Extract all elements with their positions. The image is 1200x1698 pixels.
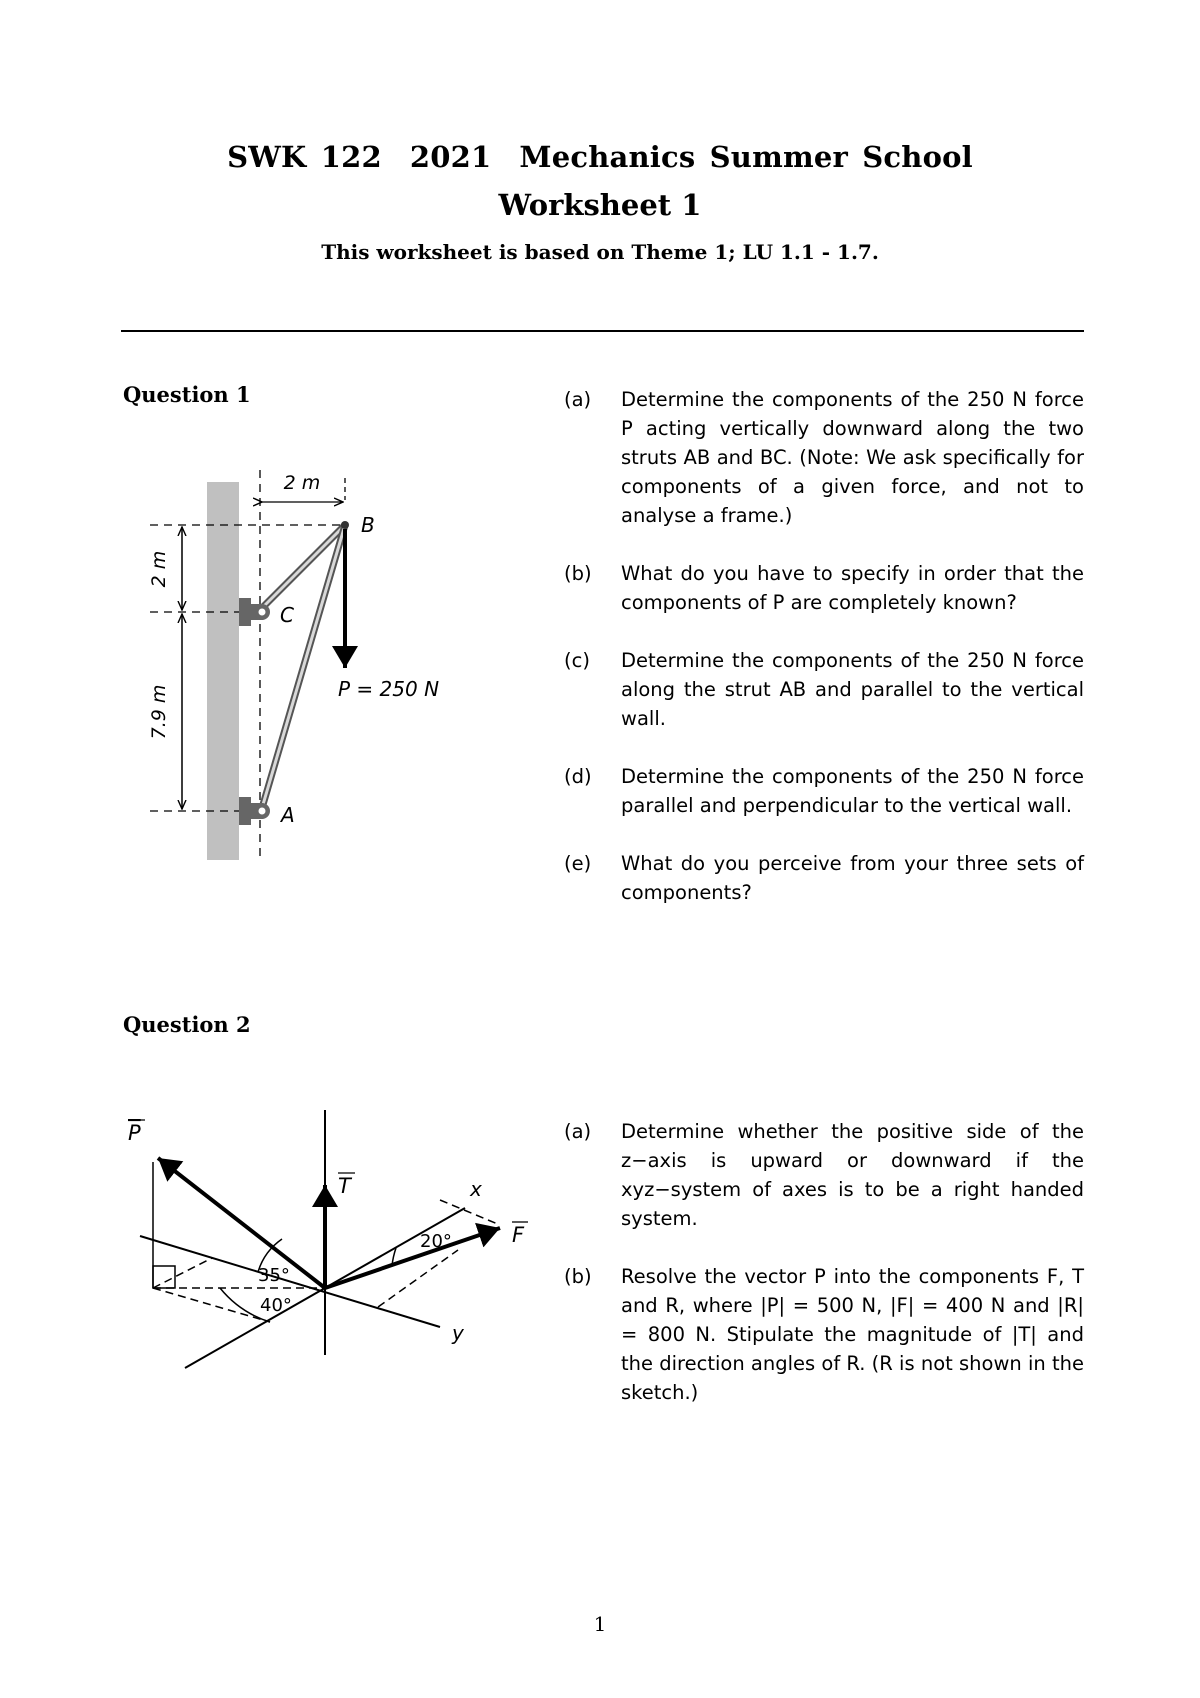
question2-part-a: [564, 1117, 1084, 1233]
vector-f-label: F: [512, 1223, 525, 1247]
point-c-label: C: [280, 603, 294, 627]
question1-heading: Question 1: [123, 382, 251, 407]
question1-part-b: [564, 559, 1084, 617]
course-name: Mechanics Summer School: [519, 140, 973, 174]
part-label: (a): [564, 1120, 592, 1143]
x-axis-label: x: [470, 1177, 482, 1201]
wall: [207, 482, 239, 860]
part-label: (a): [564, 388, 592, 411]
worksheet-basis: This worksheet is based on Theme 1; LU 1.1 - 1.7.: [321, 240, 879, 264]
dim-left-upper-label: 2 m: [148, 550, 170, 588]
angle-40-label: 40°: [260, 1295, 292, 1316]
angle-20-label: 20°: [420, 1231, 452, 1252]
dim-left-lower-label: 7.9 m: [148, 684, 170, 740]
part-label: (d): [564, 765, 592, 788]
course-year: 2021: [409, 140, 492, 174]
question1-diagram: [130, 460, 470, 870]
course-code: SWK 122: [227, 140, 382, 174]
part-label: (b): [564, 562, 592, 585]
part-text: Determine the components of the 250 N force P acting vertically downward along the two struts AB and BC. (Note: We ask specifically for components of a given force, and not to analyse a frame.): [621, 388, 1084, 527]
question1-part-e: [564, 849, 1084, 907]
vector-p-label: P: [128, 1121, 141, 1145]
vector-t-label: T: [338, 1174, 351, 1198]
question1-parts: [564, 385, 1084, 936]
part-label: (b): [564, 1265, 592, 1288]
part-text: What do you have to specify in order that the components of P are completely known?: [621, 562, 1084, 614]
part-text: Determine whether the positive side of the z−axis is upward or downward if the xyz−system of axes is to be a right handed system.: [621, 1120, 1084, 1230]
page-number: 1: [593, 1612, 607, 1636]
part-label: (e): [564, 852, 592, 875]
question2-heading: Question 2: [123, 1012, 251, 1037]
divider: [121, 330, 1084, 332]
joint-b: [341, 521, 349, 529]
worksheet-title: Worksheet 1: [498, 188, 702, 222]
y-axis-label: y: [452, 1321, 464, 1345]
question2-parts: [564, 1117, 1084, 1436]
part-text: Resolve the vector P into the components F, T and R, where |P| = 500 N, |F| = 400 N and |R| = 800 N. Stipulate the magnitude of |T| and the direction angles of R. (R is not shown in the sketch.): [621, 1265, 1084, 1404]
question1-part-a: [564, 385, 1084, 530]
document-title: [0, 140, 1200, 174]
part-text: Determine the components of the 250 N force parallel and perpendicular to the vertical wall.: [621, 765, 1084, 817]
point-b-label: B: [361, 513, 375, 537]
question2-diagram: [120, 1100, 540, 1400]
question1-part-d: [564, 762, 1084, 820]
part-text: What do you perceive from your three sets of components?: [621, 852, 1084, 904]
force-label: P = 250 N: [338, 677, 440, 701]
dim-top-label: 2 m: [283, 472, 321, 494]
point-a-label: A: [281, 803, 295, 827]
part-text: Determine the components of the 250 N force along the strut AB and parallel to the vertical wall.: [621, 649, 1084, 730]
question2-part-b: [564, 1262, 1084, 1407]
part-label: (c): [564, 649, 590, 672]
question1-part-c: [564, 646, 1084, 733]
vector-p: [158, 1158, 325, 1288]
angle-35-label: 35°: [258, 1265, 290, 1286]
